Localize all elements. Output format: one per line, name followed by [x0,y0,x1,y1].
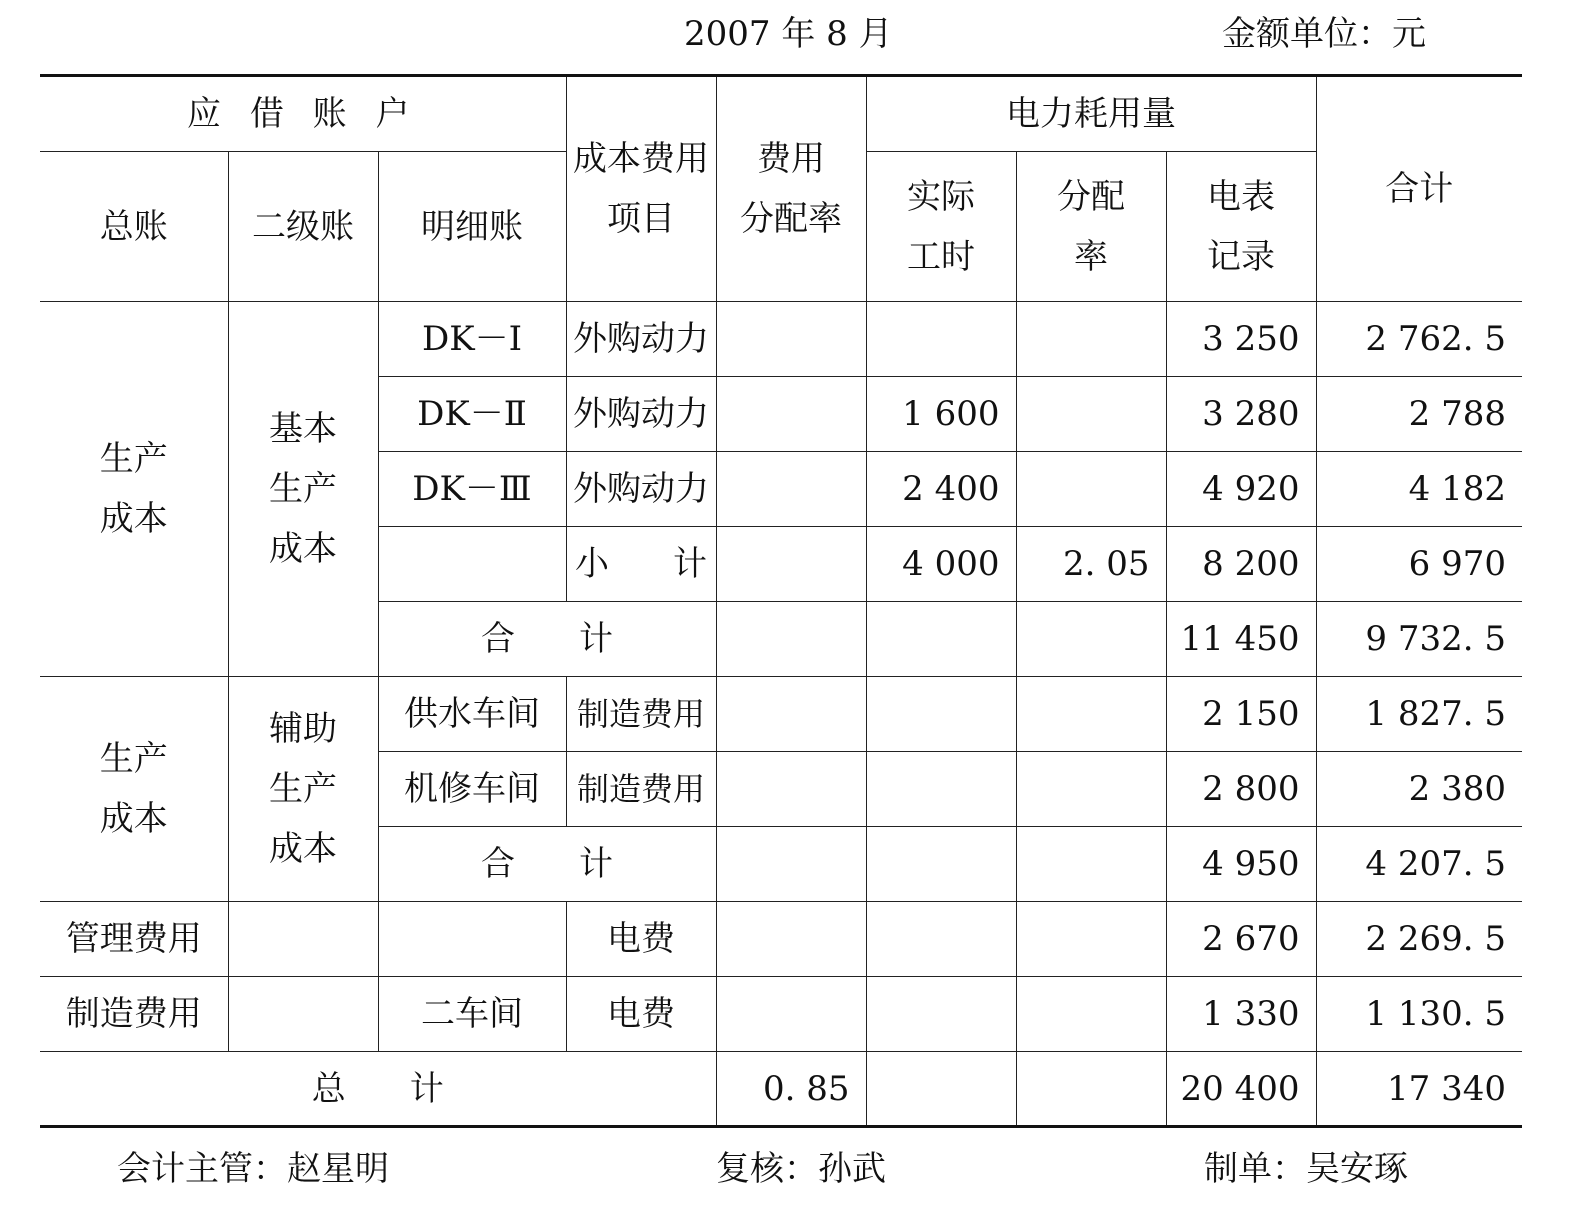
secondary-cell [228,902,378,977]
header-cost-item: 成本费用 项目 [566,76,716,302]
header-general-ledger: 总账 [40,152,228,302]
rate-cell [716,527,866,602]
item-cell: 电费 [566,902,716,977]
group-production-cost: 生产 成本 [40,677,228,902]
total-cell: 1 827. 5 [1316,677,1522,752]
total-cell: 6 970 [1316,527,1522,602]
meter-cell: 20 400 [1166,1052,1316,1127]
hours-cell: 2 400 [866,452,1016,527]
power-rate-cell: 2. 05 [1016,527,1166,602]
rate-cell [716,752,866,827]
item-cell: 电费 [566,977,716,1052]
header-allocation-rate: 费用 分配率 [716,76,866,302]
hours-cell: 1 600 [866,377,1016,452]
item-cell: 外购动力 [566,377,716,452]
rate-cell [716,827,866,902]
total-cell: 2 762. 5 [1316,302,1522,377]
header-debit-account: 应 借 账 户 [40,76,566,152]
grand-total-label: 总 计 [40,1052,716,1127]
hours-cell [866,302,1016,377]
meter-cell: 3 280 [1166,377,1316,452]
grand-total-row [40,1052,1522,1127]
accounting-supervisor: 会计主管：赵星明 [117,1149,389,1189]
preparer: 制单：吴安琢 [1204,1149,1408,1189]
total-cell: 2 269. 5 [1316,902,1522,977]
report-period: 2007 年 8 月 [684,14,893,54]
header-actual-hours: 实际 工时 [866,152,1016,302]
group-basic-production-cost: 基本 生产 成本 [228,302,378,677]
hours-cell [866,977,1016,1052]
item-cell: 外购动力 [566,302,716,377]
table-row [40,677,1522,752]
item-cell: 制造费用 [566,677,716,752]
detail-cell: 供水车间 [378,677,566,752]
table-row [40,977,1522,1052]
header-meter-record: 电表 记录 [1166,152,1316,302]
item-cell: 外购动力 [566,452,716,527]
general-cell: 管理费用 [40,902,228,977]
hours-cell [866,1052,1016,1127]
amount-unit: 金额单位：元 [1222,14,1426,54]
power-allocation-table [40,74,1522,1128]
total-cell: 4 182 [1316,452,1522,527]
detail-cell: DK－Ⅲ [378,452,566,527]
hours-cell: 4 000 [866,527,1016,602]
meter-cell: 2 670 [1166,902,1316,977]
total-cell: 2 788 [1316,377,1522,452]
power-rate-cell [1016,977,1166,1052]
detail-cell: DK－Ⅰ [378,302,566,377]
meter-cell: 4 950 [1166,827,1316,902]
total-cell: 2 380 [1316,752,1522,827]
meter-cell: 11 450 [1166,602,1316,677]
power-rate-cell [1016,452,1166,527]
hours-cell [866,902,1016,977]
total-cell: 9 732. 5 [1316,602,1522,677]
rate-cell [716,902,866,977]
header-detail-ledger: 明细账 [378,152,566,302]
reviewer: 复核：孙武 [716,1149,886,1189]
meter-cell: 2 800 [1166,752,1316,827]
subtotal-label: 小 计 [566,527,716,602]
detail-cell [378,902,566,977]
meter-cell: 8 200 [1166,527,1316,602]
group-auxiliary-production-cost: 辅助 生产 成本 [228,677,378,902]
meter-cell: 2 150 [1166,677,1316,752]
detail-cell: 机修车间 [378,752,566,827]
hours-cell [866,827,1016,902]
power-rate-cell [1016,602,1166,677]
rate-cell [716,602,866,677]
detail-cell: DK－Ⅱ [378,377,566,452]
total-cell: 17 340 [1316,1052,1522,1127]
rate-cell [716,677,866,752]
power-rate-cell [1016,1052,1166,1127]
header-total: 合计 [1316,76,1522,302]
header-power-rate: 分配 率 [1016,152,1166,302]
total-label: 合 计 [378,602,716,677]
power-rate-cell [1016,677,1166,752]
total-cell: 1 130. 5 [1316,977,1522,1052]
hours-cell [866,677,1016,752]
header-secondary-ledger: 二级账 [228,152,378,302]
power-rate-cell [1016,827,1166,902]
hours-cell [866,602,1016,677]
item-cell: 制造费用 [566,752,716,827]
detail-cell: 二车间 [378,977,566,1052]
meter-cell: 4 920 [1166,452,1316,527]
general-cell: 制造费用 [40,977,228,1052]
power-rate-cell [1016,302,1166,377]
power-rate-cell [1016,752,1166,827]
total-label: 合 计 [378,827,716,902]
power-rate-cell [1016,902,1166,977]
hours-cell [866,752,1016,827]
group-production-cost: 生产 成本 [40,302,228,677]
rate-cell [716,977,866,1052]
detail-cell [378,527,566,602]
meter-cell: 3 250 [1166,302,1316,377]
meter-cell: 1 330 [1166,977,1316,1052]
secondary-cell [228,977,378,1052]
table-row [40,902,1522,977]
rate-cell [716,377,866,452]
header-power-usage: 电力耗用量 [866,76,1316,152]
rate-cell: 0. 85 [716,1052,866,1127]
total-cell: 4 207. 5 [1316,827,1522,902]
rate-cell [716,302,866,377]
table-row [40,302,1522,377]
rate-cell [716,452,866,527]
power-rate-cell [1016,377,1166,452]
